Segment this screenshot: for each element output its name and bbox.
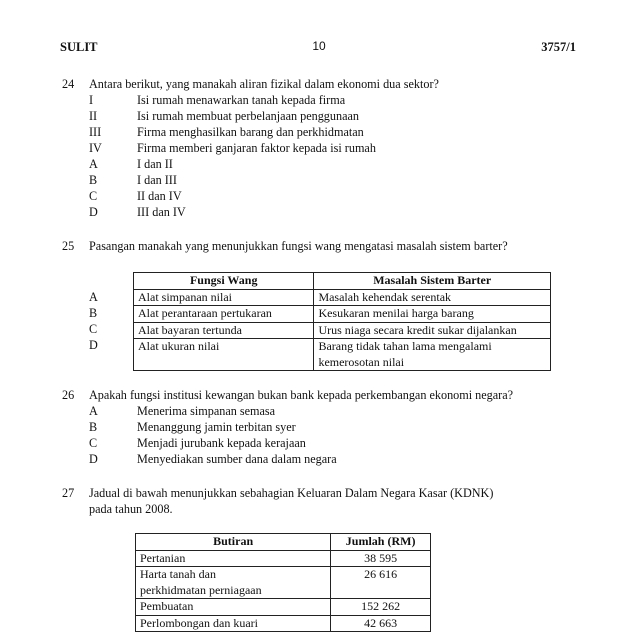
table-cell: Alat simpanan nilai (134, 289, 314, 306)
table-cell-amount: 38 595 (331, 550, 431, 567)
table-cell: Pembuatan (136, 599, 331, 616)
q24-statement-label: III (89, 125, 102, 139)
q25-option-label: A (89, 290, 98, 304)
table-cell-line: perkhidmatan perniagaan (140, 582, 262, 597)
q26-option-label: D (89, 452, 98, 466)
table-header-cell: Fungsi Wang (134, 273, 314, 290)
q24-statement-label: I (89, 93, 94, 107)
table-row (134, 289, 551, 306)
table-cell: Masalah kehendak serentak (314, 289, 551, 306)
table-cell: Alat perantaraan pertukaran (134, 306, 314, 323)
table-cell-amount: 26 616 (331, 567, 431, 599)
table-cell-amount: 152 262 (331, 599, 431, 616)
table-row (136, 615, 431, 632)
q24-statement-text: Firma menghasilkan barang dan perkhidmatan (137, 125, 364, 139)
table-cell-line: Harta tanah dan (140, 567, 216, 581)
table-cell-line: Barang tidak tahan lama mengalami (318, 339, 492, 353)
q26-option-text: Menanggung jamin terbitan syer (137, 420, 296, 434)
page-number: 10 (312, 39, 326, 53)
q26-option-label: B (89, 420, 98, 434)
q24-statement-text: Isi rumah membuat perbelanjaan penggunaan (137, 109, 359, 123)
q25-table (133, 272, 551, 371)
q26-option-text: Menerima simpanan semasa (137, 404, 276, 418)
table-cell: Alat ukuran nilai (134, 339, 314, 371)
table-row (136, 599, 431, 616)
table-cell: Kesukaran menilai harga barang (314, 306, 551, 323)
q26-option-text: Menyediakan sumber dana dalam negara (137, 452, 337, 466)
q26-option-label: C (89, 436, 98, 450)
q25-option-label: D (89, 338, 98, 352)
table-header-cell: Butiran (136, 534, 331, 551)
q24-option-text: I dan III (137, 173, 177, 187)
table-header-row (136, 534, 431, 551)
q24-number: 24 (62, 77, 75, 91)
q24-text: Antara berikut, yang manakah aliran fizikal dalam ekonomi dua sektor? (89, 77, 439, 91)
q26-option-text: Menjadi jurubank kepada kerajaan (137, 436, 306, 450)
q24-option-label: A (89, 157, 98, 171)
q24-option-text: III dan IV (137, 205, 186, 219)
table-header-row (134, 273, 551, 290)
q24-option-label: B (89, 173, 98, 187)
header-sulit: SULIT (60, 40, 98, 54)
q27-number: 27 (62, 486, 75, 500)
table-cell: Perlombongan dan kuari (136, 615, 331, 632)
q27-table (135, 533, 431, 632)
table-row (134, 322, 551, 339)
q25-number: 25 (62, 239, 75, 253)
q25-option-label: C (89, 322, 98, 336)
table-row (136, 567, 431, 599)
q24-statement-label: II (89, 109, 98, 123)
q24-statement-text: Isi rumah menawarkan tanah kepada firma (137, 93, 346, 107)
table-header-cell: Jumlah (RM) (331, 534, 431, 551)
q25-option-label: B (89, 306, 98, 320)
table-cell: Urus niaga secara kredit sukar dijalankan (314, 322, 551, 339)
table-row (134, 339, 551, 371)
table-cell-amount: 42 663 (331, 615, 431, 632)
table-header-cell: Masalah Sistem Barter (314, 273, 551, 290)
q24-option-label: C (89, 189, 98, 203)
q26-option-label: A (89, 404, 98, 418)
table-cell-line: kemerosotan nilai (318, 354, 405, 369)
q24-option-text: I dan II (137, 157, 173, 171)
table-cell: Pertanian (136, 550, 331, 567)
paper-code: 3757/1 (541, 40, 576, 54)
table-row (134, 306, 551, 323)
q25-text: Pasangan manakah yang menunjukkan fungsi wang mengatasi masalah sistem barter? (89, 239, 508, 253)
q24-statement-label: IV (89, 141, 102, 155)
q26-text: Apakah fungsi institusi kewangan bukan bank kepada perkembangan ekonomi negara? (89, 388, 514, 402)
table-row (136, 550, 431, 567)
q27-text-line1: Jadual di bawah menunjukkan sebahagian Keluaran Dalam Negara Kasar (KDNK) (89, 486, 494, 500)
q24-option-label: D (89, 205, 98, 219)
table-cell (136, 567, 331, 599)
q27-text-line2: pada tahun 2008. (89, 502, 173, 516)
q24-statement-text: Firma memberi ganjaran faktor kepada isi rumah (137, 141, 376, 155)
q26-number: 26 (62, 388, 75, 402)
table-cell: Alat bayaran tertunda (134, 322, 314, 339)
table-cell (314, 339, 551, 371)
q24-option-text: II dan IV (137, 189, 182, 203)
